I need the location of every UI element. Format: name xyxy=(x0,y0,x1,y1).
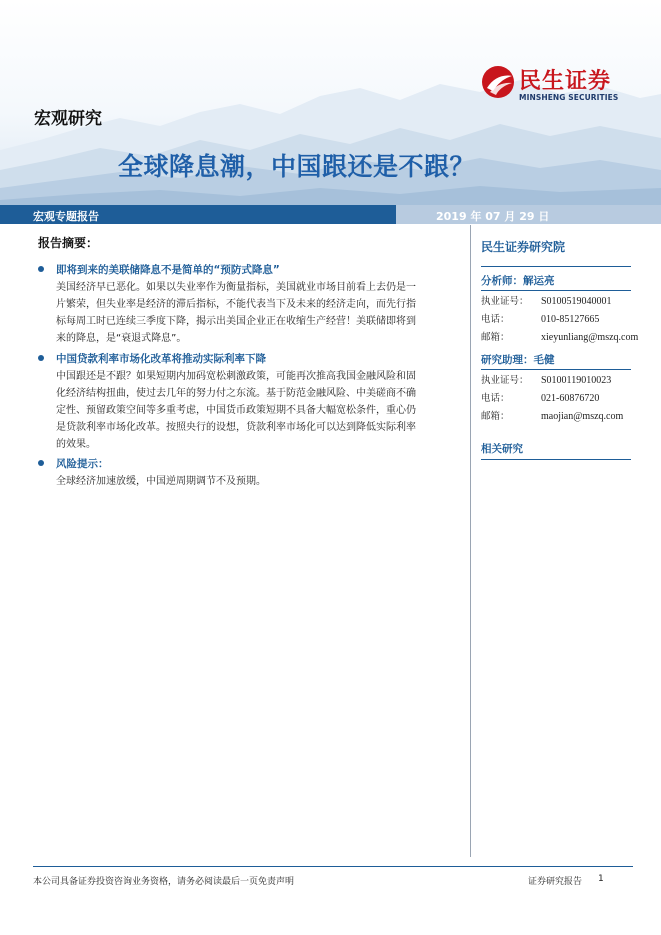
row-value: S0100519040001 xyxy=(541,296,612,307)
section-line: 是贷款利率市场化改革。按照央行的设想，贷款利率市场化可以达到降低实际利率 xyxy=(56,422,416,433)
section-line: 定性、预留政策空间等多重考虑，中国货币政策短期不具备大幅宽松条件，重心仍 xyxy=(56,405,416,416)
row-label: 执业证号： xyxy=(481,375,529,386)
section-body xyxy=(56,279,476,347)
summary-title: 报告摘要： xyxy=(38,236,99,250)
section-line: 片繁荣，但失业率是经济的滞后指标，不能代表当下及未来的经济走向，而先行指 xyxy=(56,299,416,310)
related-research-heading: 相关研究 xyxy=(481,441,631,460)
row-label: 电话： xyxy=(481,314,510,325)
section-line: 标每周工时已连续三季度下降，揭示出美国企业正在收缩生产经营！美联储即将到 xyxy=(56,316,416,327)
bullet-icon xyxy=(38,460,44,466)
section-line: 全球经济加速放缓，中国逆周期调节不及预期。 xyxy=(56,476,266,487)
assistant-heading: 研究助理：毛健 xyxy=(481,352,631,370)
assistant-email-row xyxy=(481,409,631,427)
section-heading: 即将到来的美联储降息不是简单的“预防式降息” xyxy=(56,264,280,276)
report-type-band xyxy=(0,205,661,224)
row-value: S0100119010023 xyxy=(541,375,612,386)
institute-name: 民生证券研究院 xyxy=(481,240,566,254)
footer-disclaimer: 本公司具备证券投资咨询业务资格，请务必阅读最后一页免责声明 xyxy=(33,877,295,887)
logo-text-cn: 民生证券 xyxy=(519,69,612,94)
analyst-license-row xyxy=(481,294,631,312)
assistant-phone-row xyxy=(481,391,631,409)
row-value: 010-85127665 xyxy=(541,314,600,325)
row-label: 执业证号： xyxy=(481,296,529,307)
section-line: 中国跟还是不跟？如果短期内加码宽松刺激政策，可能再次推高我国金融风险和固 xyxy=(56,371,416,382)
column-divider xyxy=(470,225,471,857)
analyst-heading: 分析师：解运亮 xyxy=(481,273,631,291)
row-label: 电话： xyxy=(481,393,510,404)
date-band xyxy=(396,205,661,224)
section-body xyxy=(56,473,476,490)
report-date: 2019 年 07 月 29 日 xyxy=(436,210,550,223)
section-heading: 风险提示： xyxy=(56,458,109,470)
logo-text-en: MINSHENG SECURITIES xyxy=(519,93,619,102)
assistant-email-link[interactable]: maojian@mszq.com xyxy=(541,411,624,422)
section-line: 化经济结构扭曲，使过去几年的努力付之东流。基于防范金融风险、中美磋商不确 xyxy=(56,388,416,399)
section-heading: 中国贷款利率市场化改革将推动实际利率下降 xyxy=(56,353,266,365)
bullet-icon xyxy=(38,355,44,361)
row-label: 邮箱： xyxy=(481,332,510,343)
section-line: 的效果。 xyxy=(56,439,96,450)
report-title: 全球降息潮，中国跟还是不跟？ xyxy=(118,152,476,181)
report-type: 宏观专题报告 xyxy=(33,210,99,223)
row-value: 021-60876720 xyxy=(541,393,600,404)
sidebar xyxy=(481,238,639,460)
page-number: 1 xyxy=(598,874,604,884)
report-header xyxy=(0,0,661,205)
assistant-license-row xyxy=(481,373,631,391)
analyst-phone-row xyxy=(481,312,631,330)
minsheng-logo-icon xyxy=(481,64,517,100)
footer-divider xyxy=(33,866,633,867)
analyst-email-row xyxy=(481,330,639,348)
analyst-email-link[interactable]: xieyunliang@mszq.com xyxy=(541,332,639,343)
sidebar-divider xyxy=(481,266,631,267)
section-line: 来的降息，是“衰退式降息”。 xyxy=(56,333,187,344)
section-line: 美国经济早已恶化。如果以失业率作为衡量指标，美国就业市场目前看上去仍是一 xyxy=(56,282,416,293)
row-label: 邮箱： xyxy=(481,411,510,422)
minsheng-logo xyxy=(481,64,641,104)
section-body xyxy=(56,368,476,453)
bullet-icon xyxy=(38,266,44,272)
footer-doc-type: 证券研究报告 xyxy=(528,877,583,887)
report-category: 宏观研究 xyxy=(34,109,102,129)
